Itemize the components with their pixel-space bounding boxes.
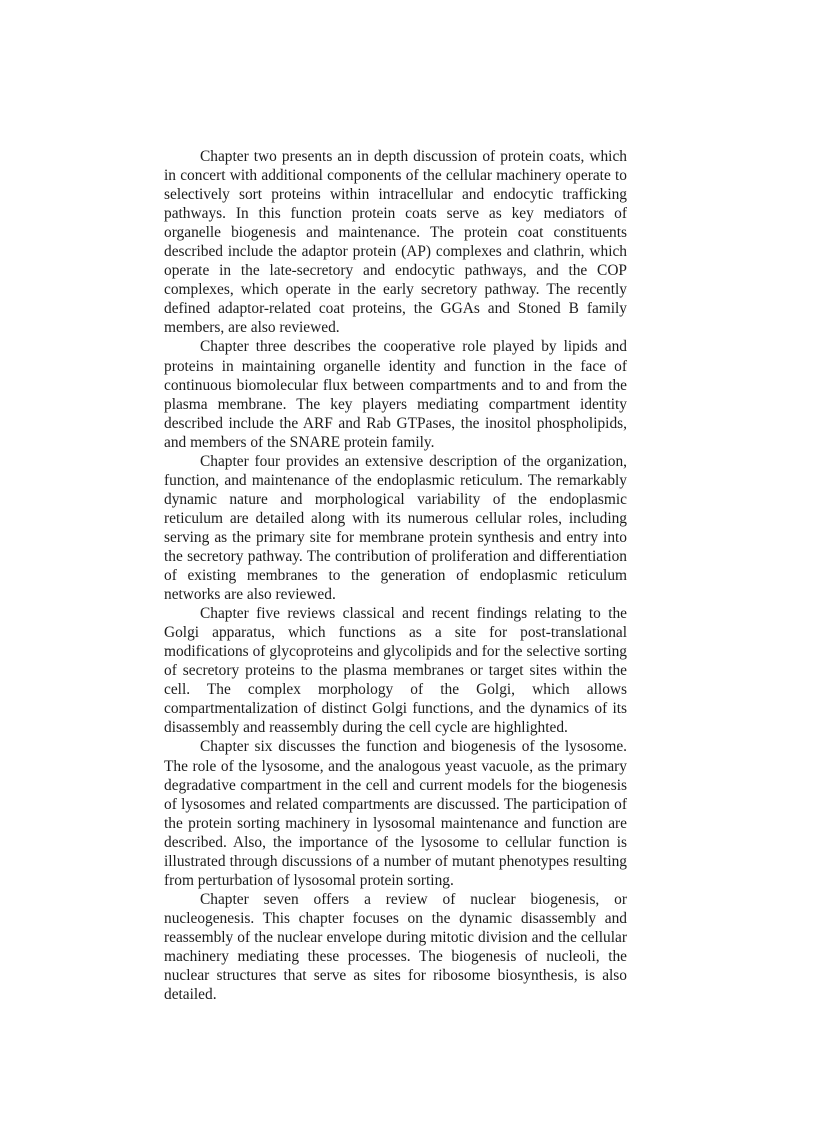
paragraph-chapter-five: Chapter five reviews classical and recent findings relating to the Golgi apparatus, which functions as a site for post-translational modifications of glycoproteins and glycolipids and for the selective sorting of secretory proteins to the plasma membranes or target sites within the cell. The complex morphology of the Golgi, which allows compartmentalization of distinct Golgi functions, and the dynamics of its disassembly and reassembly during the cell cycle are highlighted. bbox=[164, 605, 627, 737]
paragraph-chapter-two: Chapter two presents an in depth discussion of protein coats, which in concert with additional components of the cellular machinery operate to selectively sort proteins within intracellular and endocytic trafficking pathways. In this function protein coats serve as key mediators of organelle biogenesis and maintenance. The protein coat constituents described include the adaptor protein (AP) complexes and clathrin, which operate in the late-secretory and endocytic pathways, and the COP complexes, which operate in the early secretory pathway. The recently defined adaptor-related coat proteins, the GGAs and Stoned B family members, are also reviewed. bbox=[164, 148, 627, 337]
paragraph-chapter-six: Chapter six discusses the function and biogenesis of the lysosome. The role of the lysosome, and the analogous yeast vacuole, as the primary degradative compartment in the cell and current models for the biogenesis of lysosomes and related compartments are discussed. The participation of the protein sorting machinery in lysosomal maintenance and function are described. Also, the importance of the lysosome to cellular function is illustrated through discussions of a number of mutant phenotypes resulting from perturbation of lysosomal protein sorting. bbox=[164, 738, 627, 889]
paragraph-chapter-four: Chapter four provides an extensive description of the organization, function, and maintenance of the endoplasmic reticulum. The remarkably dynamic nature and morphological variability of the endoplasmic reticulum are detailed along with its numerous cellular roles, including serving as the primary site for membrane protein synthesis and entry into the secretory pathway. The contribution of proliferation and differentiation of existing membranes to the generation of endoplasmic reticulum networks are also reviewed. bbox=[164, 452, 627, 604]
paragraph-chapter-three: Chapter three describes the cooperative role played by lipids and proteins in maintaining organelle identity and function in the face of continuous biomolecular flux between compartments and to and from the plasma membrane. The key players mediating compartment identity described include the ARF and Rab GTPases, the inositol phospholipids, and members of the SNARE protein family. bbox=[164, 338, 627, 451]
document-body bbox=[164, 147, 627, 1004]
paragraph-chapter-seven: Chapter seven offers a review of nuclear biogenesis, or nucleogenesis. This chapter focuses on the dynamic disassembly and reassembly of the nuclear envelope during mitotic division and the cellular machinery mediating these processes. The biogenesis of nucleoli, the nuclear structures that serve as sites for ribosome biosynthesis, is also detailed. bbox=[164, 890, 627, 1004]
